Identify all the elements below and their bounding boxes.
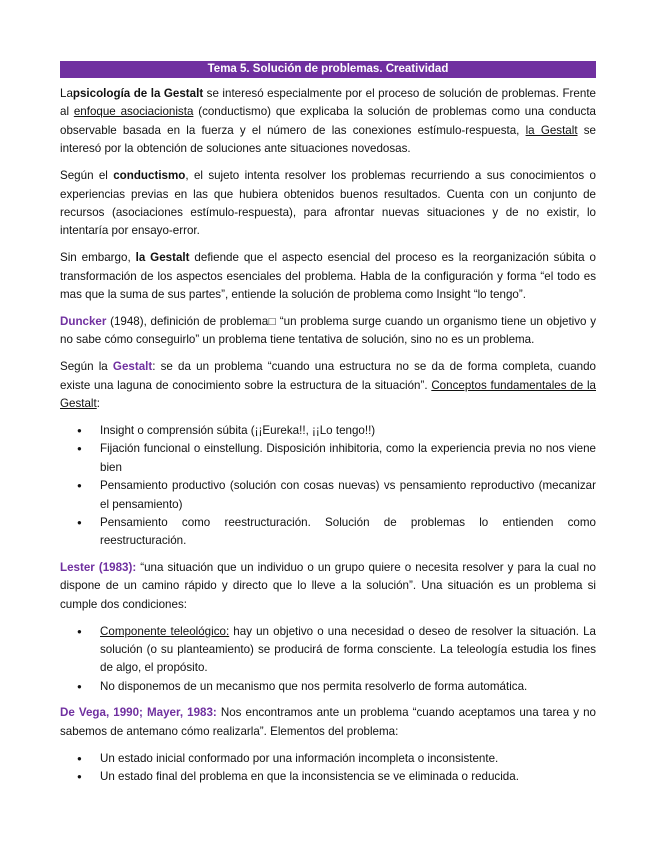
gestalt-concepts-list [60, 422, 596, 551]
paragraph-gestalt-intro: Lapsicología de la Gestalt se interesó especialmente por el proceso de solución de problemas. Frente al enfoque asociacionista (conductismo) que explicaba la solución de problemas como una conducta observable basada en la fuerza y el número de las conexiones estímulo-respuesta, la Gestalt se interesó por la obtención de soluciones ante situaciones novedosas. [60, 87, 596, 156]
paragraph-duncker: Duncker (1948), definición de problema□ “un problema surge cuando un organismo tiene un objetivo y no sabe cómo conseguirlo” un problema tiene tentativa de solución, sino no es un problema. [60, 314, 596, 347]
paragraph-gestalt-defiende: Sin embargo, la Gestalt defiende que el aspecto esencial del proceso es la reorganización súbita o transformación de los aspectos esenciales del problema. Habla de la configuración y forma “el todo es mas que la suma de sus partes”, entiende la solución de problema como Insight “lo tengo”. [60, 251, 596, 302]
section-title: Tema 5. Solución de problemas. Creatividad [60, 61, 596, 78]
paragraph-gestalt-problema: Según la Gestalt: se da un problema “cuando una estructura no se da de forma completa, cuando existe una laguna de conocimiento sobre la estructura de la situación”. Conceptos fundamentales de la Gestalt: [60, 360, 596, 411]
document-page [60, 61, 596, 794]
paragraph-lester: Lester (1983): “una situación que un individuo o un grupo quiere o necesita resolver y para la cual no dispone de un camino rápido y directo que lo lleve a la solución”. Una situación es un problema si cumple dos condiciones: [60, 560, 596, 611]
paragraph-devega-mayer: De Vega, 1990; Mayer, 1983: Nos encontramos ante un problema “cuando aceptamos una tarea y no sabemos de antemano cómo realizarla”. Elementos del problema: [60, 706, 596, 738]
list-item: ● No disponemos de un mecanismo que nos permita resolverlo de forma automática. [60, 678, 596, 696]
paragraph-conductismo: Según el conductismo, el sujeto intenta resolver los problemas recurriendo a sus conocimientos o experiencias previas en las que hubiera obtenidos buenos resultados. Cuenta con un conjunto de recursos (asociaciones estímulo-respuesta), para afrontar nuevas situaciones y de no existir, lo intentaría por ensayo-error. [60, 169, 596, 238]
list-item: ● Un estado inicial conformado por una información incompleta o inconsistente. [60, 750, 596, 768]
list-item: ● Pensamiento productivo (solución con cosas nuevas) vs pensamiento reproductivo (mecanizar el pensamiento) [60, 477, 596, 514]
list-item: ● Fijación funcional o einstellung. Disposición inhibitoria, como la experiencia previa no nos viene bien [60, 440, 596, 477]
list-item: ● Pensamiento como reestructuración. Solución de problemas lo entienden como reestructuración. [60, 514, 596, 551]
conditions-list [60, 623, 596, 697]
list-item: ● Insight o comprensión súbita (¡¡Eureka!!, ¡¡Lo tengo!!) [60, 422, 596, 440]
list-item: ● Un estado final del problema en que la inconsistencia se ve eliminada o reducida. [60, 768, 596, 786]
problem-elements-list [60, 750, 596, 787]
list-item: ● Componente teleológico: hay un objetivo o una necesidad o deseo de resolver la situación. La solución (o su planteamiento) se producirá de forma consciente. La teleología estudia los fines de algo, el propósito. [60, 623, 596, 678]
